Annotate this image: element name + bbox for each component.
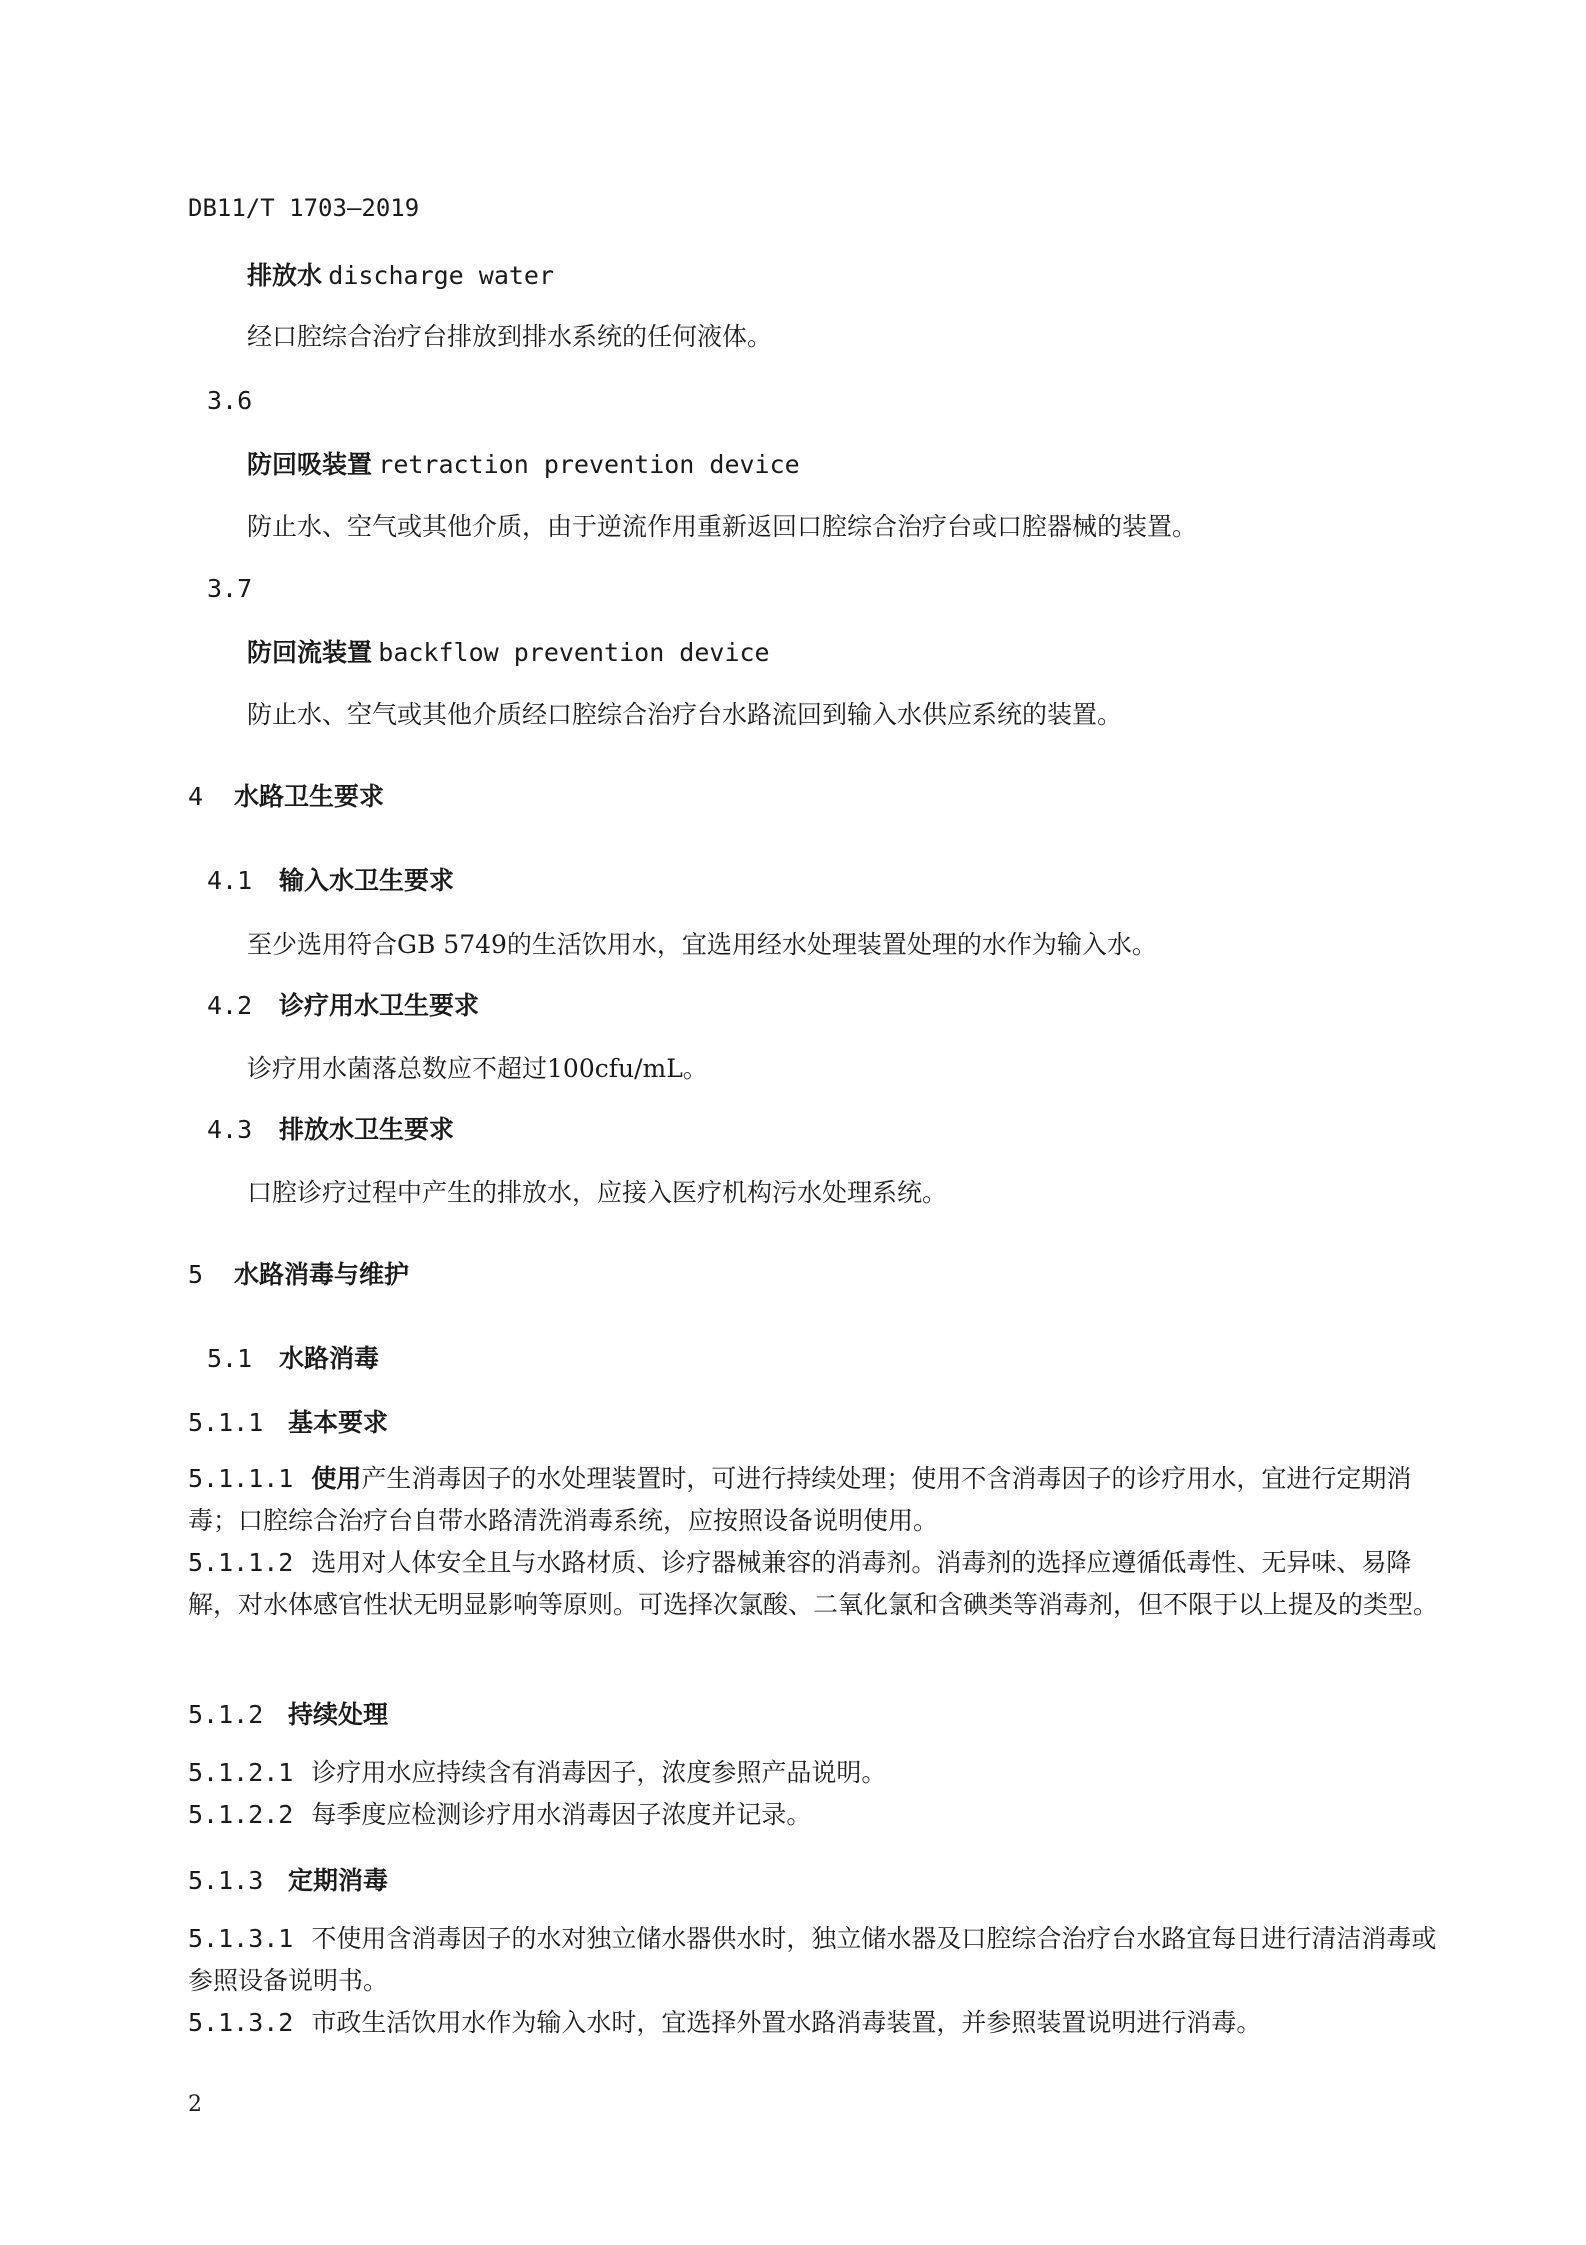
section-heading-5-1: 5.1 水路消毒 (207, 1344, 380, 1373)
clause-5-1-3-1: 5.1.3.1 不使用含消毒因子的水对独立储水器供水时，独立储水器及口腔综合治疗台水路宜每日进行清洁消毒或参照设备说明书。 (188, 1924, 1437, 1995)
section-heading-4: 4 水路卫生要求 (188, 782, 385, 811)
page-number: 2 (188, 2092, 202, 2117)
term-definition: 经口腔综合治疗台排放到排水系统的任何液体。 (247, 322, 773, 351)
clause-text: 至少选用符合GB 5749的生活饮用水，宜选用经水处理装置处理的水作为输入水。 (247, 930, 1157, 959)
term-discharge-water (247, 257, 554, 296)
clause-number: 3.6 (207, 386, 253, 415)
section-heading-5-1-2: 5.1.2 持续处理 (188, 1700, 389, 1729)
clause-number: 3.7 (207, 574, 253, 603)
term-definition: 防止水、空气或其他介质，由于逆流作用重新返回口腔综合治疗台或口腔器械的装置。 (247, 512, 1198, 541)
term-en: backflow prevention device (378, 638, 770, 667)
clause-5-1-1-1: 5.1.1.1 使用产生消毒因子的水处理装置时，可进行持续处理；使用不含消毒因子的诊疗用水，宜进行定期消毒；口腔综合治疗台自带水路清洗消毒系统，应按照设备说明使用。 (188, 1464, 1412, 1535)
clause-text: 诊疗用水菌落总数应不超过100cfu/mL。 (247, 1054, 708, 1083)
section-heading-5: 5 水路消毒与维护 (188, 1260, 410, 1289)
term-definition: 防止水、空气或其他介质经口腔综合治疗台水路流回到输入水供应系统的装置。 (247, 700, 1123, 729)
clause-text: 口腔诊疗过程中产生的排放水，应接入医疗机构污水处理系统。 (247, 1178, 948, 1207)
term-zh: 防回吸装置 (247, 450, 373, 479)
section-heading-5-1-1: 5.1.1 基本要求 (188, 1408, 389, 1437)
term-en: discharge water (328, 261, 555, 290)
clause-5-1-2-2: 5.1.2.2 每季度应检测诊疗用水消毒因子浓度并记录。 (188, 1800, 812, 1829)
clause-5-1-2-1: 5.1.2.1 诊疗用水应持续含有消毒因子，浓度参照产品说明。 (188, 1758, 887, 1787)
section-heading-4-2: 4.2 诊疗用水卫生要求 (207, 991, 480, 1020)
section-heading-5-1-3: 5.1.3 定期消毒 (188, 1866, 389, 1895)
document-code: DB11/T 1703—2019 (188, 194, 420, 222)
clause-5-1-1-2: 5.1.1.2 选用对人体安全且与水路材质、诊疗器械兼容的消毒剂。消毒剂的选择应遵循低毒性、无异味、易降解，对水体感官性状无明显影响等原则。可选择次氯酸、二氧化氯和含碘类等消毒剂，但不限于以上提及的类型。 (188, 1548, 1439, 1619)
section-heading-4-3: 4.3 排放水卫生要求 (207, 1115, 455, 1144)
section-heading-4-1: 4.1 输入水卫生要求 (207, 866, 455, 895)
term-zh: 排放水 (247, 261, 323, 290)
term-en: retraction prevention device (378, 450, 800, 479)
term-retraction-prevention-device (247, 446, 800, 485)
clause-5-1-3-2: 5.1.3.2 市政生活饮用水作为输入水时，宜选择外置水路消毒装置，并参照装置说明进行消毒。 (188, 2008, 1262, 2037)
term-zh: 防回流装置 (247, 638, 373, 667)
term-backflow-prevention-device (247, 634, 770, 673)
